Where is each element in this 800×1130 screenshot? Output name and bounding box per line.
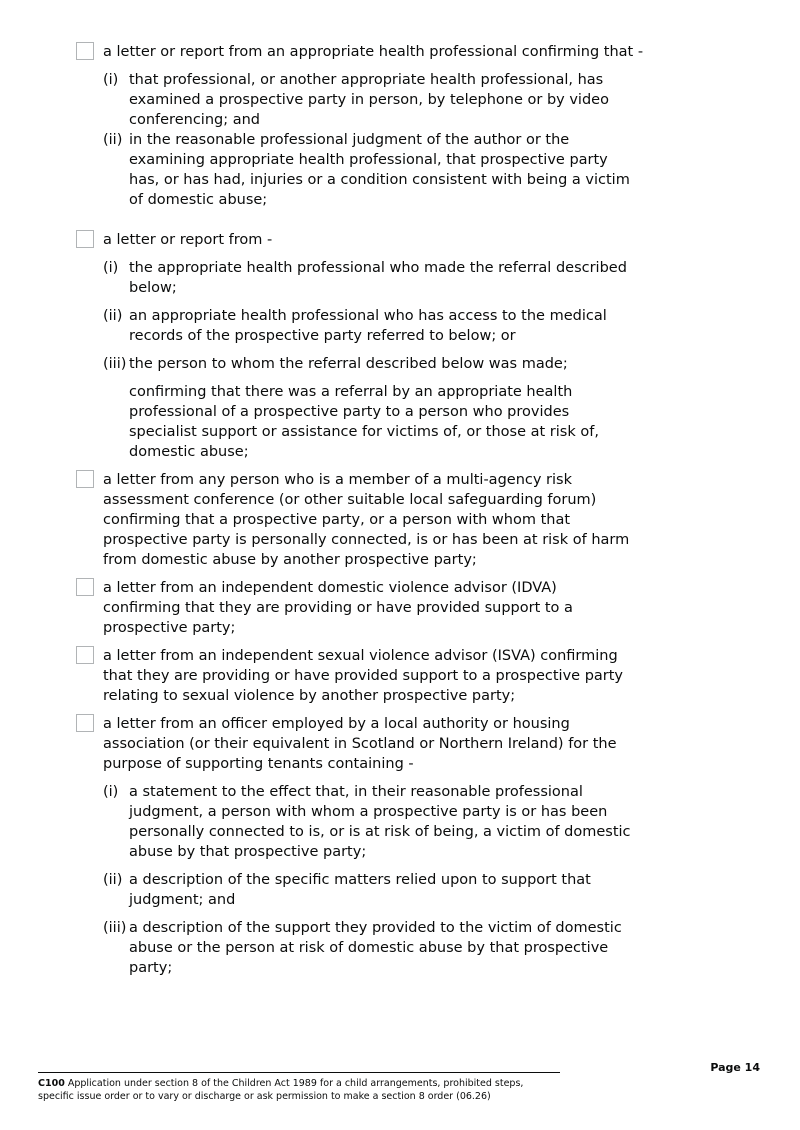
sub-number: (i) — [103, 260, 119, 276]
checkbox-referral-letter[interactable] — [76, 230, 94, 248]
sub-number: (i) — [103, 784, 119, 800]
checkbox-marac-letter[interactable] — [76, 470, 94, 488]
sub-number: (ii) — [103, 872, 123, 888]
sub-number: (iii) — [103, 920, 127, 936]
footer-divider — [38, 1072, 560, 1073]
sub-number: (ii) — [103, 132, 123, 148]
form-title-line-2: specific issue order or to vary or discharge or ask permission to make a section 8 order (06.26) — [38, 1091, 491, 1102]
option-idva-letter: a letter from an independent domestic violence advisor (IDVA) — [103, 580, 557, 596]
option-marac-letter: a letter from any person who is a member of a multi-agency risk — [103, 472, 572, 488]
option-housing-officer-letter: a letter from an officer employed by a local authority or housing — [103, 716, 570, 732]
footer — [38, 1077, 523, 1103]
checkbox-isva-letter[interactable] — [76, 646, 94, 664]
option-referral-letter: a letter or report from - — [103, 232, 273, 248]
page-number: Page 14 — [710, 1061, 760, 1074]
form-title-line-1: Application under section 8 of the Children Act 1989 for a child arrangements, prohibited steps, — [67, 1078, 524, 1089]
form-code: C100 — [38, 1078, 65, 1089]
option-isva-letter: a letter from an independent sexual violence advisor (ISVA) confirming — [103, 648, 618, 664]
sub-number: (iii) — [103, 356, 127, 372]
checkbox-housing-officer-letter[interactable] — [76, 714, 94, 732]
sub-number: (i) — [103, 72, 119, 88]
checkbox-health-professional-letter[interactable] — [76, 42, 94, 60]
checkbox-idva-letter[interactable] — [76, 578, 94, 596]
sub-number: (ii) — [103, 308, 123, 324]
option-health-professional-letter: a letter or report from an appropriate health professional confirming that - — [103, 44, 644, 60]
